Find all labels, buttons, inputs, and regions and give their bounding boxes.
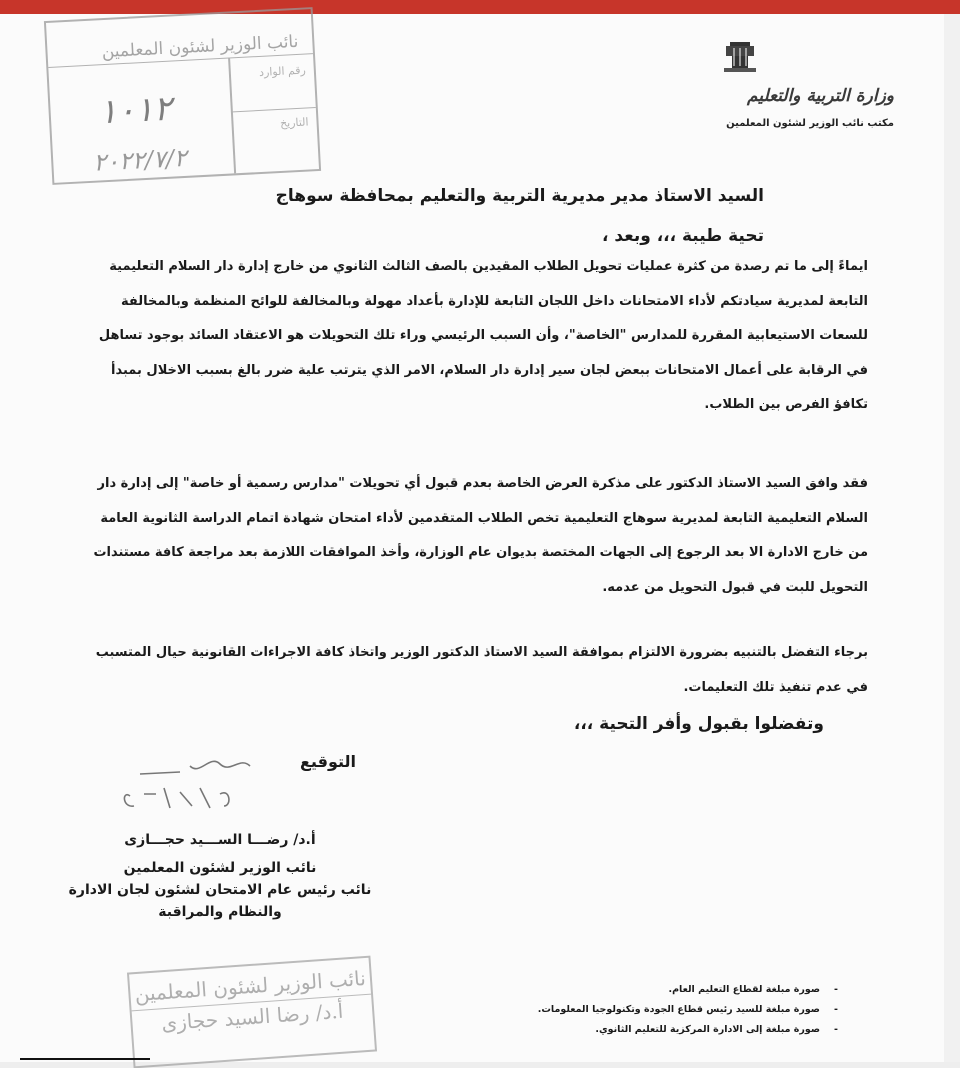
stamp-divider [231,107,316,112]
signature-stamp [127,956,377,1068]
addressee: السيد الاستاذ مدير مديرية التربية والتعليم بمحافظة سوهاج [275,186,764,206]
signer-title-3: والنظام والمراقبة [158,904,282,920]
office-name: مكتب نائب الوزير لشئون المعلمين [726,118,894,129]
list-item: - صورة مبلغة للسيد رئيس قطاع الجودة وتكنولوجيا المعلومات. [537,1004,838,1015]
incoming-number: ١٠١٢ [97,88,173,133]
signature-stamp-line-2: أ.د/ رضا السيد حجازى [132,994,373,1038]
paragraph-2: فقد وافق السيد الاستاذ الدكتور على مذكرة العرض الخاصة بعدم قبول أي تحويلات "مدارس رسمية أو خاصة" إلى إدارة دار السلام التعليمية التابعة لمديرية سوهاج التعليمية تخص الطلاب المتقدمين لأداء امتحان شهادة اتمام الدراسة الثانوية العامة من خارج الادارة الا بعد الرجوع إلى الجهات المختصة بديوان عام الوزارة، وأخذ الموافقات اللازمة بعد مراجعة كافة مستندات التحويل للبت في قبول التحويل من عدمه. [93,476,868,595]
ministry-name: وزارة التربية والتعليم [747,86,894,106]
greeting: تحية طيبة ،،، وبعد ، [602,226,764,246]
bottom-rule [20,1058,150,1060]
signer-title-1: نائب الوزير لشئون المعلمين [123,860,317,876]
incoming-stamp [44,7,321,185]
list-item: - صورة مبلغة لقطاع التعليم العام. [668,984,838,995]
incoming-date-label: التاريخ [279,115,309,130]
incoming-date: ٢٠٢٢/٧/٢ [92,143,188,177]
eagle-emblem-icon [720,40,760,74]
top-red-bar [0,0,960,14]
paragraph-3: برجاء التفضل بالتنبيه بضرورة الالتزام بموافقة السيد الاستاذ الدكتور الوزير واتخاذ كافة الاجراءات القانونية حيال المتسبب في عدم تنفيذ تلك التعليمات. [95,645,868,695]
copies-list [478,980,838,1040]
incoming-number-label: رقم الوارد [258,63,307,79]
signer-title-2: نائب رئيس عام الامتحان لشئون لجان الادارة [68,882,372,898]
handwritten-signature [100,736,300,826]
letter-page [0,14,944,1062]
signature-label: التوقيع [300,752,356,771]
paragraph-1: ايماءً إلى ما تم رصدة من كثرة عمليات تحويل الطلاب المقيدين بالصف الثالث الثانوي من خارج إدارة دار السلام التعليمية التابعة لمديرية سيادتكم لأداء الامتحانات داخل اللجان التابعة للإدارة بأعداد مهولة وبالمخالفة للوائح المنظمة وبالمخالفة للسعات الاستيعابية المقررة للمدارس "الخاصة"، وأن السبب الرئيسي وراء تلك التحويلات هو الاعتقاد السائد بوجود تساهل في الرقابة على أعمال الامتحانات ببعض لجان سير إدارة دار السلام، الامر الذي يترتب علية ضرر بالغ بسبب الاخلال بمبدأ تكافؤ الفرص بين الطلاب. [98,259,868,412]
closing-line: وتفضلوا بقبول وأفر التحية ،،، [573,714,824,734]
signature-stamp-line-1: نائب الوزير لشئون المعلمين [133,966,367,1007]
incoming-stamp-title: نائب الوزير لشئون المعلمين [101,31,299,63]
signer-name: أ.د/ رضـــا الســـيد حجـــازى [124,832,316,848]
stamp-divider-vertical [228,57,236,173]
scroll-gutter [944,14,960,1062]
list-item: - صورة مبلغة إلى الادارة المركزية للتعليم الثانوي. [595,1024,838,1035]
